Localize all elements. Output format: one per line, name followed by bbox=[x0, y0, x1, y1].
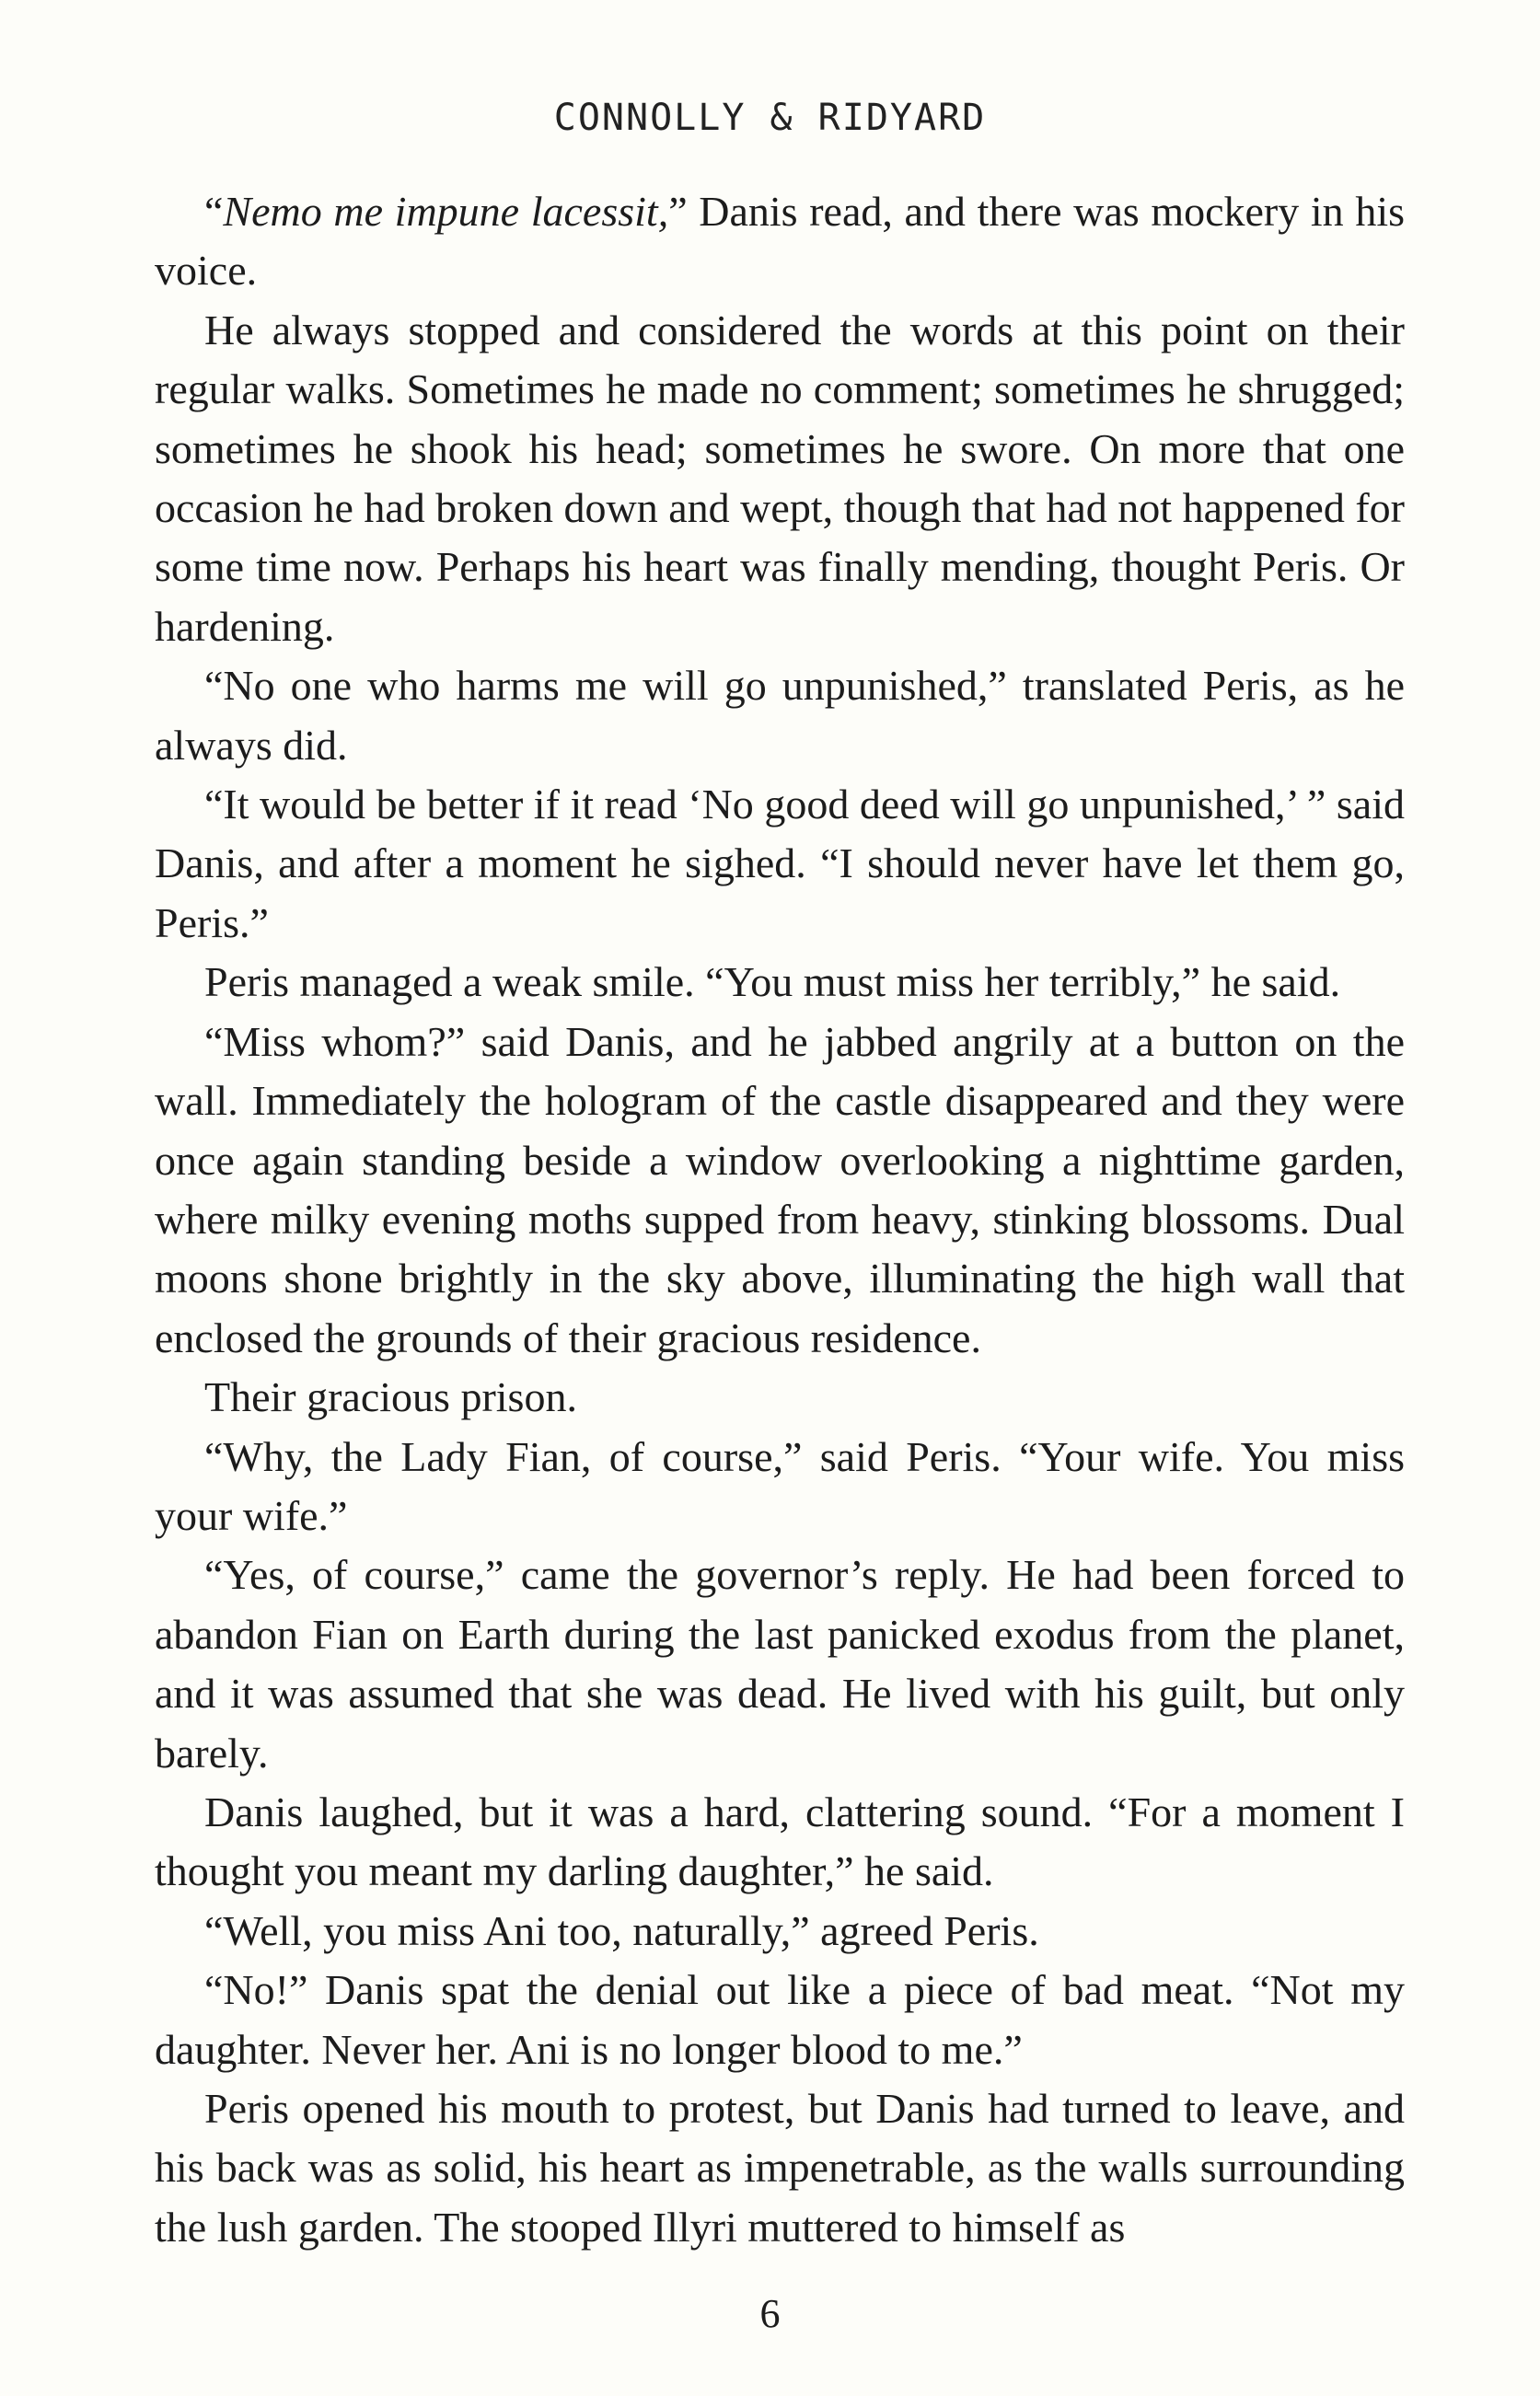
paragraph-2: He always stopped and considered the words at this point on their regular walks. Sometimes he made no comment; sometimes he shrugged; sometimes he shook his head; sometimes he swore. On more that one occasion he had broken down and wept, though that had not happened for some time now. Perhaps his heart was finally mending, thought Peris. Or hardening. bbox=[155, 306, 1405, 650]
paragraph-13: Peris opened his mouth to protest, but Danis had turned to leave, and his back was as solid, his heart as impenetrable, as the walls surrounding the lush garden. The stooped Illyri muttered to himself as bbox=[155, 2085, 1405, 2251]
paragraph-1-rest: ” Danis read, and there was mockery in his voice. bbox=[155, 188, 1405, 295]
paragraph-9: “Yes, of course,” came the governor’s reply. He had been forced to abandon Fian on Earth during the last panicked exodus from the planet, and it was assumed that she was dead. He lived with his guilt, but only barely. bbox=[155, 1551, 1405, 1777]
paragraph-10: Danis laughed, but it was a hard, clattering sound. “For a moment I thought you meant my darling daughter,” he said. bbox=[155, 1788, 1405, 1895]
paragraph-5: Peris managed a weak smile. “You must miss her terribly,” he said. bbox=[204, 958, 1341, 1006]
paragraph-1-open-quote: “ bbox=[204, 188, 224, 235]
body-text bbox=[155, 182, 1405, 2257]
paragraph-4: “It would be better if it read ‘No good deed will go unpunished,’ ” said Danis, and after a moment he sighed. “I should never have let them go, Peris.” bbox=[155, 781, 1405, 946]
paragraph-3: “No one who harms me will go unpunished,” translated Peris, as he always did. bbox=[155, 662, 1405, 769]
running-head: CONNOLLY & RIDYARD bbox=[553, 97, 987, 139]
paragraph-1 bbox=[155, 182, 1405, 301]
page-number: 6 bbox=[759, 2291, 781, 2336]
paragraph-12: “No!” Danis spat the denial out like a piece of bad meat. “Not my daughter. Never her. Ani is no longer blood to me.” bbox=[155, 1966, 1405, 2073]
paragraph-7: Their gracious prison. bbox=[204, 1373, 577, 1421]
latin-motto: Nemo me impune lacessit, bbox=[223, 188, 669, 235]
paragraph-11: “Well, you miss Ani too, naturally,” agreed Peris. bbox=[204, 1906, 1039, 1954]
paragraph-8: “Why, the Lady Fian, of course,” said Peris. “Your wife. You miss your wife.” bbox=[155, 1432, 1405, 1539]
paragraph-6: “Miss whom?” said Danis, and he jabbed angrily at a button on the wall. Immediately the hologram of the castle disappeared and they were once again standing beside a window overlooking a nighttime garden, where milky evening moths supped from heavy, stinking blossoms. Dual moons shone brightly in the sky above, illuminating the high wall that enclosed the grounds of their gracious residence. bbox=[155, 1017, 1405, 1361]
